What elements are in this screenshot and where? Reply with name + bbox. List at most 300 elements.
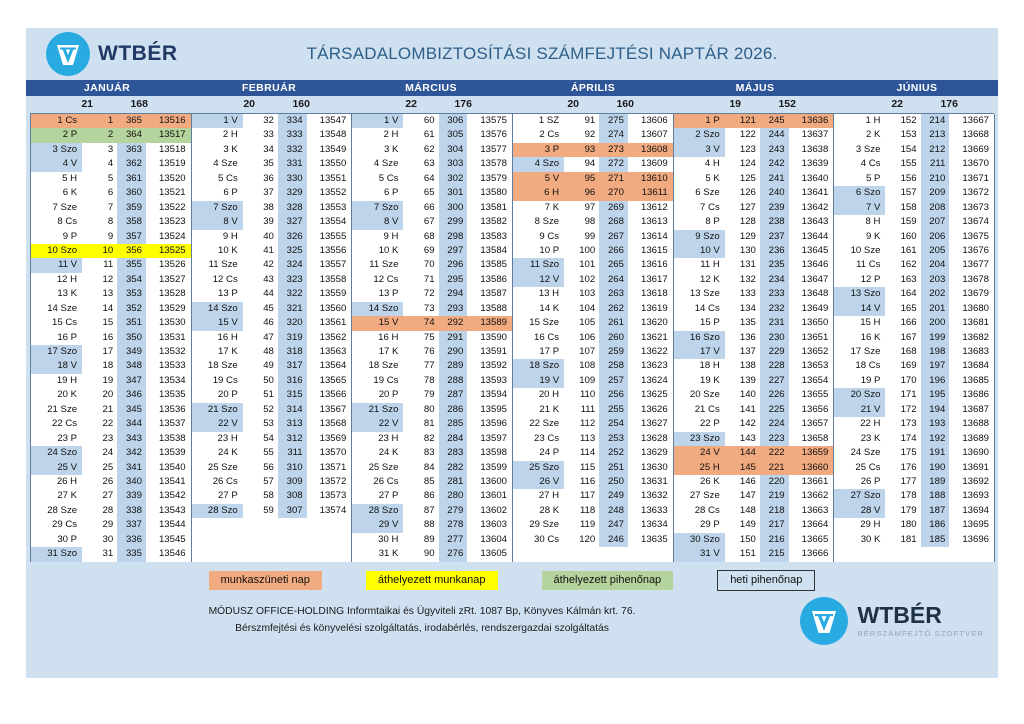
day-of-year: 52 (263, 403, 274, 415)
days-remaining: 253 (599, 432, 628, 446)
calendar-row (352, 302, 512, 316)
calendar-row (31, 388, 191, 402)
absolute-day-number: 13621 (640, 331, 668, 343)
month-name-5: MÁJUS (735, 82, 775, 94)
absolute-day-number: 13659 (789, 446, 834, 460)
days-remaining: 301 (439, 186, 468, 200)
day-of-year: 70 (423, 259, 435, 271)
days-remaining: 216 (760, 533, 789, 547)
day-label: 18 H (699, 360, 720, 372)
days-remaining: 283 (439, 446, 468, 460)
day-label: 1 SZ (538, 115, 560, 126)
day-of-year: 48 (263, 346, 274, 357)
day-of-year: 3 (107, 143, 114, 155)
day-label: 29 H (860, 519, 881, 531)
days-remaining: 186 (921, 518, 950, 532)
absolute-day-number: 13552 (319, 187, 347, 199)
calendar-row (31, 475, 191, 489)
calendar-row (192, 446, 352, 460)
day-label: 13 Sze (689, 288, 720, 300)
day-label: 29 P (700, 519, 720, 531)
days-remaining: 307 (278, 504, 307, 518)
day-of-year: 176 (900, 461, 917, 473)
days-remaining: 215 (760, 547, 789, 561)
calendar-row-empty (192, 547, 352, 561)
days-remaining: 281 (439, 475, 468, 489)
days-remaining: 260 (599, 331, 628, 345)
absolute-day-number: 13587 (480, 288, 507, 300)
absolute-day-number: 13585 (480, 259, 507, 271)
absolute-day-number (628, 547, 673, 561)
day-of-year: 107 (579, 346, 596, 357)
day-label: 5 Cs (378, 172, 399, 184)
legend-item-moved-restday: áthelyezett pihenőnap (542, 571, 674, 590)
days-remaining: 230 (760, 331, 789, 345)
days-remaining: 302 (439, 172, 468, 186)
day-of-year (243, 533, 278, 547)
calendar-row (834, 388, 994, 402)
calendar-row (352, 230, 512, 244)
calendar-row (31, 172, 191, 186)
days-remaining: 232 (760, 302, 789, 316)
calendar-row (192, 331, 352, 345)
days-remaining: 322 (278, 287, 307, 301)
absolute-day-number: 13635 (640, 533, 668, 545)
days-remaining (278, 533, 307, 547)
day-of-year: 26 (102, 475, 114, 487)
days-remaining: 205 (921, 244, 950, 258)
days-remaining: 274 (599, 128, 628, 142)
day-label: 8 H (865, 216, 881, 228)
absolute-day-number: 13667 (962, 115, 990, 126)
calendar-row (674, 201, 834, 215)
day-label: 12 K (700, 273, 720, 285)
day-of-year: 7 (107, 201, 114, 213)
absolute-day-number: 13696 (962, 533, 990, 545)
day-of-year: 37 (263, 187, 274, 199)
day-label: 24 Sze (850, 447, 881, 459)
day-label: 20 Szo (834, 388, 885, 402)
day-of-year: 165 (900, 302, 917, 314)
absolute-day-number: 13571 (319, 461, 347, 473)
absolute-day-number: 13619 (640, 302, 668, 314)
day-of-year: 129 (739, 230, 756, 242)
calendar-row (192, 388, 352, 402)
day-of-year: 62 (423, 143, 435, 155)
days-remaining: 280 (439, 489, 468, 503)
absolute-day-number: 13655 (801, 389, 829, 401)
absolute-day-number: 13626 (640, 403, 668, 415)
absolute-day-number: 13518 (158, 143, 186, 155)
days-remaining: 355 (117, 258, 146, 272)
day-label: 29 Cs (52, 519, 78, 531)
absolute-day-number: 13525 (146, 244, 191, 258)
days-remaining: 263 (599, 287, 628, 301)
calendar-grid (30, 113, 994, 562)
day-label: 4 Cs (860, 158, 881, 170)
calendar-row (31, 215, 191, 229)
days-remaining: 287 (439, 388, 468, 402)
day-of-year: 123 (739, 143, 756, 155)
day-of-year: 130 (739, 244, 756, 256)
day-of-year: 54 (263, 432, 274, 444)
days-remaining: 343 (117, 432, 146, 446)
day-label: 18 V (31, 359, 82, 373)
absolute-day-number: 13542 (158, 490, 186, 502)
calendar-row (192, 475, 352, 489)
day-of-year: 135 (739, 317, 756, 329)
calendar-row (352, 143, 512, 157)
absolute-day-number: 13645 (801, 244, 829, 256)
days-remaining: 217 (760, 518, 789, 532)
day-label: 28 Szo (352, 504, 403, 518)
day-of-year: 63 (423, 158, 435, 170)
day-label: 18 Cs (855, 360, 881, 372)
days-remaining: 227 (760, 374, 789, 388)
days-remaining: 238 (760, 215, 789, 229)
days-remaining: 240 (760, 186, 789, 200)
day-of-year: 103 (579, 288, 596, 300)
days-remaining: 267 (599, 230, 628, 244)
day-of-year: 29 (102, 519, 114, 531)
days-remaining: 196 (921, 374, 950, 388)
days-remaining: 306 (439, 114, 468, 128)
days-remaining (599, 547, 628, 561)
day-label: 22 P (700, 418, 720, 430)
day-of-year: 13 (102, 288, 114, 300)
absolute-day-number: 13668 (962, 129, 990, 141)
calendar-row (352, 489, 512, 503)
day-label: 8 Sze (534, 216, 560, 228)
days-remaining: 333 (278, 128, 307, 142)
absolute-day-number: 13559 (319, 288, 347, 300)
days-remaining: 249 (599, 489, 628, 503)
day-of-year: 142 (739, 418, 756, 430)
days-remaining: 266 (599, 244, 628, 258)
day-of-year: 94 (584, 158, 596, 170)
absolute-day-number: 13588 (480, 302, 507, 314)
month-summary-6 (836, 96, 998, 113)
day-label: 17 K (378, 346, 399, 357)
day-label: 21 Sze (47, 403, 78, 415)
days-remaining: 257 (599, 374, 628, 388)
poster-footer (26, 603, 998, 663)
days-remaining: 286 (439, 403, 468, 417)
days-remaining: 279 (439, 504, 468, 518)
days-remaining: 299 (439, 215, 468, 229)
day-label: 22 Sze (529, 418, 560, 430)
day-of-year: 127 (739, 201, 756, 213)
absolute-day-number: 13694 (962, 504, 990, 516)
absolute-day-number (949, 547, 994, 561)
month-workdays-count: 19 (729, 98, 741, 110)
calendar-row (513, 331, 673, 345)
absolute-day-number: 13577 (480, 143, 507, 155)
day-of-year: 178 (900, 490, 917, 502)
days-remaining: 308 (278, 489, 307, 503)
day-of-year: 143 (739, 432, 756, 444)
calendar-row (674, 331, 834, 345)
calendar-row (192, 244, 352, 258)
day-of-year: 151 (739, 548, 756, 560)
day-of-year: 154 (900, 143, 917, 155)
days-remaining: 199 (921, 331, 950, 345)
absolute-day-number: 13579 (480, 172, 507, 184)
day-of-year: 51 (263, 389, 274, 401)
calendar-row (192, 302, 352, 316)
absolute-day-number: 13597 (480, 432, 507, 444)
absolute-day-number: 13593 (480, 374, 507, 386)
day-label: 26 H (56, 475, 78, 487)
absolute-day-number: 13640 (801, 172, 829, 184)
day-label: 26 K (700, 475, 720, 487)
days-remaining: 337 (117, 518, 146, 532)
absolute-day-number: 13632 (640, 490, 668, 502)
month-work-hours: 160 (292, 98, 310, 110)
days-remaining: 358 (117, 215, 146, 229)
day-label: 23 K (860, 432, 881, 444)
day-of-year: 140 (739, 389, 756, 401)
day-of-year: 126 (739, 187, 756, 199)
absolute-day-number: 13520 (158, 172, 186, 184)
days-remaining: 187 (921, 504, 950, 518)
month-column-6 (833, 114, 995, 562)
day-of-year: 22 (102, 418, 114, 430)
calendar-row (352, 186, 512, 200)
calendar-row (834, 359, 994, 373)
month-summary-band (26, 96, 998, 113)
calendar-row (31, 461, 191, 475)
day-of-year: 105 (579, 317, 596, 329)
day-label: 19 Cs (373, 374, 399, 386)
calendar-row (352, 432, 512, 446)
day-of-year: 106 (579, 331, 596, 343)
days-remaining: 197 (921, 359, 950, 373)
day-of-year: 119 (579, 519, 596, 531)
day-label: 24 K (378, 447, 399, 459)
calendar-row (674, 388, 834, 402)
day-label: 20 H (538, 389, 560, 401)
calendar-row (31, 374, 191, 388)
calendar-row (352, 316, 512, 330)
day-of-year: 27 (102, 490, 114, 502)
calendar-row (192, 345, 352, 359)
days-remaining: 312 (278, 432, 307, 446)
day-of-year: 49 (263, 360, 274, 372)
day-label: 20 P (378, 389, 399, 401)
days-remaining: 218 (760, 504, 789, 518)
calendar-row (352, 475, 512, 489)
days-remaining: 194 (921, 403, 950, 417)
absolute-day-number: 13590 (480, 331, 507, 343)
days-remaining: 190 (921, 461, 950, 475)
absolute-day-number: 13573 (319, 490, 347, 502)
absolute-day-number: 13562 (319, 331, 347, 343)
day-label: 5 Cs (218, 172, 238, 184)
day-of-year: 117 (579, 490, 596, 502)
day-of-year: 58 (263, 490, 274, 502)
calendar-row (192, 403, 352, 417)
days-remaining: 201 (921, 302, 950, 316)
absolute-day-number: 13599 (480, 461, 507, 473)
day-label: 25 Szo (513, 461, 564, 475)
day-of-year (564, 547, 599, 561)
days-remaining: 214 (921, 114, 950, 128)
days-remaining: 202 (921, 287, 950, 301)
day-label: 30 K (860, 533, 881, 545)
day-label: 28 Szo (192, 504, 243, 518)
day-of-year: 115 (579, 461, 596, 473)
calendar-row (352, 244, 512, 258)
calendar-row (674, 316, 834, 330)
day-of-year: 131 (739, 259, 756, 271)
day-of-year: 10 (82, 244, 117, 258)
absolute-day-number: 13522 (158, 201, 186, 213)
month-workdays-count: 21 (81, 98, 93, 110)
absolute-day-number: 13553 (319, 201, 347, 213)
calendar-row (513, 273, 673, 287)
day-label: 19 P (860, 374, 881, 386)
day-of-year: 6 (107, 187, 114, 199)
absolute-day-number: 13528 (158, 288, 186, 300)
calendar-row (31, 287, 191, 301)
absolute-day-number: 13607 (640, 129, 668, 141)
days-remaining: 221 (760, 461, 789, 475)
day-of-year: 177 (900, 475, 917, 487)
calendar-row (834, 128, 994, 142)
days-remaining: 331 (278, 157, 307, 171)
absolute-day-number: 13628 (640, 432, 668, 444)
absolute-day-number: 13686 (962, 389, 990, 401)
month-column-5 (673, 114, 835, 562)
absolute-day-number: 13536 (158, 403, 186, 415)
day-of-year: 47 (263, 331, 274, 343)
days-remaining: 242 (760, 157, 789, 171)
days-remaining: 324 (278, 258, 307, 272)
calendar-row (31, 504, 191, 518)
absolute-day-number: 13630 (640, 461, 668, 473)
day-of-year (885, 547, 920, 561)
day-of-year: 136 (739, 331, 756, 343)
absolute-day-number: 13660 (789, 461, 834, 475)
absolute-day-number: 13606 (640, 115, 668, 126)
absolute-day-number: 13678 (962, 273, 990, 285)
calendar-row (352, 388, 512, 402)
absolute-day-number: 13680 (962, 302, 990, 314)
absolute-day-number: 13565 (319, 374, 347, 386)
day-label: 18 Sze (368, 360, 399, 372)
calendar-row (31, 157, 191, 171)
calendar-row (192, 417, 352, 431)
day-label: 15 Sze (529, 317, 560, 329)
days-remaining: 255 (599, 403, 628, 417)
absolute-day-number: 13695 (962, 519, 990, 531)
calendar-row (31, 518, 191, 532)
day-of-year: 122 (739, 129, 756, 141)
days-remaining: 353 (117, 287, 146, 301)
absolute-day-number: 13634 (640, 519, 668, 531)
absolute-day-number: 13637 (801, 129, 829, 141)
calendar-row (352, 359, 512, 373)
absolute-day-number: 13547 (319, 115, 347, 126)
days-remaining: 300 (439, 201, 468, 215)
absolute-day-number: 13557 (319, 259, 347, 271)
day-of-year: 112 (579, 418, 596, 430)
absolute-day-number: 13615 (640, 244, 668, 256)
calendar-row (352, 518, 512, 532)
absolute-day-number: 13535 (158, 389, 186, 401)
month-column-4 (512, 114, 674, 562)
days-remaining: 345 (117, 403, 146, 417)
absolute-day-number: 13677 (962, 259, 990, 271)
absolute-day-number: 13614 (640, 230, 668, 242)
days-remaining: 290 (439, 345, 468, 359)
absolute-day-number: 13516 (146, 114, 191, 128)
day-label: 2 P (31, 128, 82, 142)
day-label: 22 H (860, 418, 881, 430)
day-of-year: 31 (102, 548, 114, 560)
day-label: 10 K (378, 244, 399, 256)
day-label: 13 H (538, 288, 560, 300)
day-of-year: 145 (725, 461, 760, 475)
day-of-year: 168 (900, 346, 917, 357)
calendar-row (513, 359, 673, 373)
day-label (192, 518, 243, 532)
day-label: 30 Cs (534, 533, 560, 545)
calendar-row (834, 432, 994, 446)
day-label: 17 Szo (31, 345, 82, 359)
absolute-day-number: 13564 (319, 360, 347, 372)
month-workdays-count: 22 (405, 98, 417, 110)
day-of-year: 17 (102, 346, 114, 357)
day-of-year: 8 (107, 216, 114, 228)
absolute-day-number: 13683 (962, 346, 990, 357)
day-label: 27 H (538, 490, 560, 502)
days-remaining: 270 (599, 186, 628, 200)
day-label: 16 H (217, 331, 238, 343)
absolute-day-number: 13567 (319, 403, 347, 415)
day-of-year: 93 (564, 143, 599, 157)
day-label: 7 Sze (52, 201, 78, 213)
days-remaining: 191 (921, 446, 950, 460)
day-label: 11 V (31, 258, 82, 272)
calendar-row (513, 461, 673, 475)
day-of-year: 90 (423, 548, 435, 560)
absolute-day-number: 13598 (480, 447, 507, 459)
absolute-day-number: 13643 (801, 216, 829, 228)
absolute-day-number: 13554 (319, 216, 347, 228)
days-remaining: 208 (921, 201, 950, 215)
day-of-year: 65 (423, 187, 435, 199)
day-label: 30 H (378, 533, 399, 545)
day-label: 16 K (860, 331, 881, 343)
calendar-row (31, 128, 191, 142)
days-remaining: 220 (760, 475, 789, 489)
day-of-year: 28 (102, 504, 114, 516)
calendar-row (834, 331, 994, 345)
month-summary-4 (512, 96, 674, 113)
days-remaining (921, 547, 950, 561)
calendar-row (192, 186, 352, 200)
day-label: 6 P (384, 187, 399, 199)
day-label: 28 V (834, 504, 885, 518)
days-remaining: 237 (760, 230, 789, 244)
calendar-row (674, 461, 834, 475)
day-label: 26 Cs (212, 475, 238, 487)
day-label: 23 P (57, 432, 78, 444)
day-label: 25 Sze (368, 461, 399, 473)
wtber-w-logo-icon (800, 597, 848, 645)
